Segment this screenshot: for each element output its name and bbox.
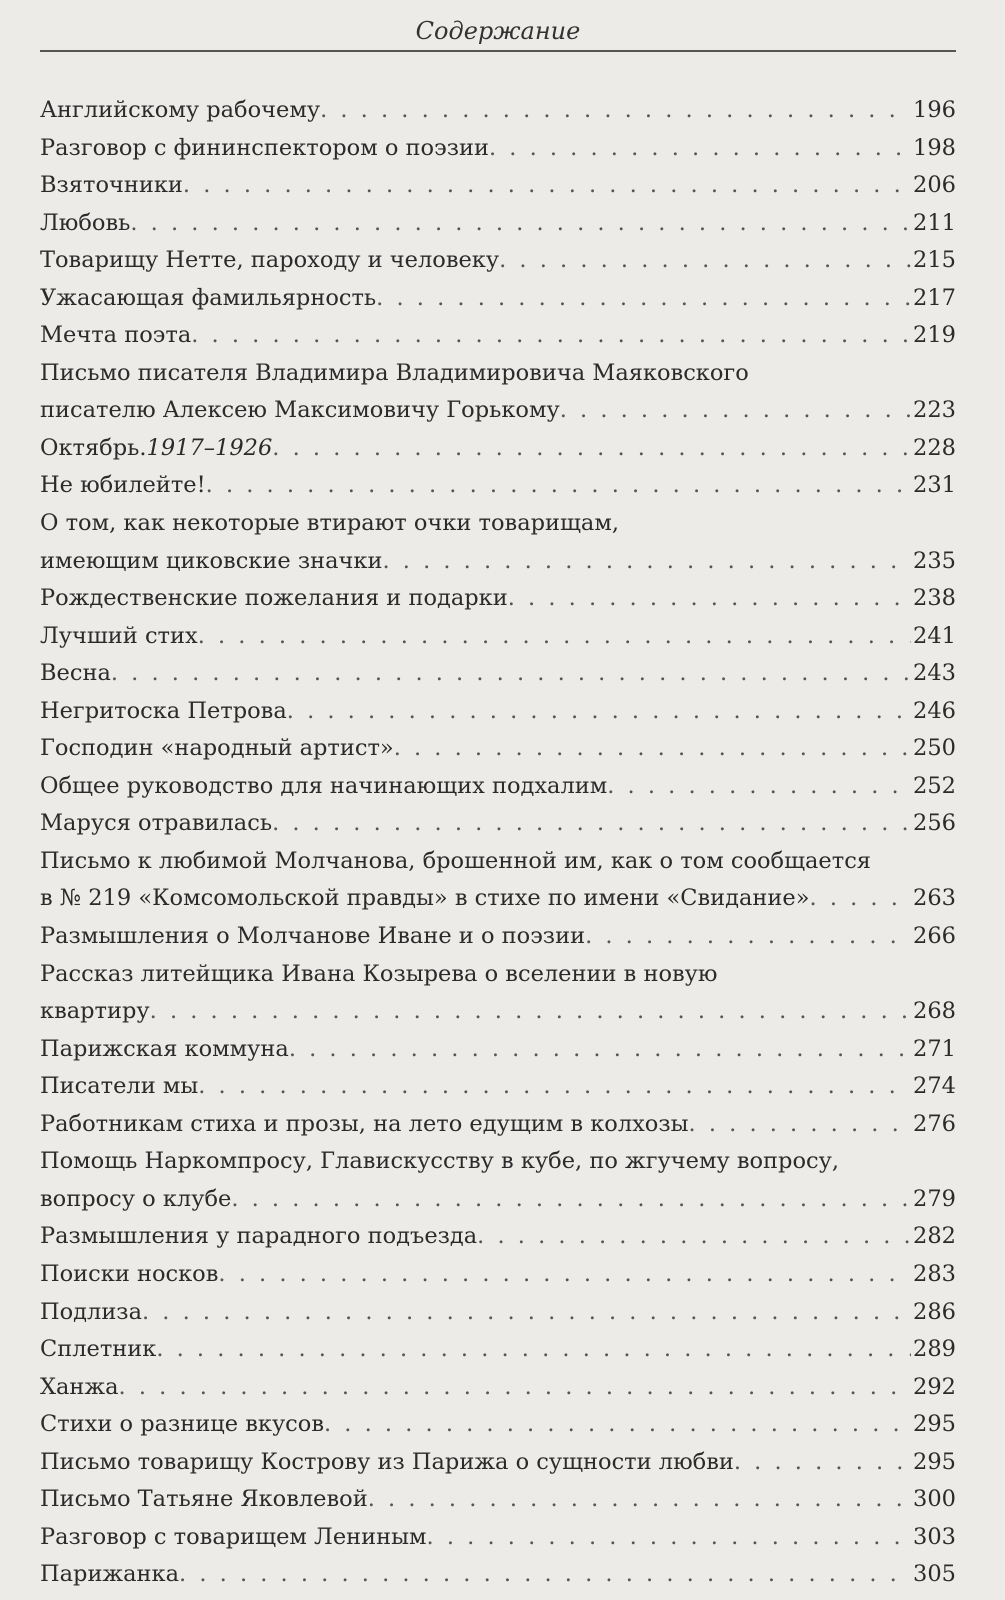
toc-entry (40, 805, 956, 843)
dot-leader (179, 1556, 911, 1594)
toc-entry-title: Октябрь. (40, 434, 147, 461)
toc-entry-title: Негритоска Петрова (40, 697, 287, 724)
toc-page-number: 295 (913, 1448, 956, 1475)
dot-leader (734, 1444, 911, 1482)
toc-page-number: 256 (913, 810, 956, 837)
toc-entry-line-last (40, 655, 956, 693)
toc-entry (40, 730, 956, 768)
toc-entry (40, 130, 956, 168)
toc-entry-title: О том, как некоторые втирают очки товарищам, (40, 510, 619, 537)
toc-entry-line-last (40, 993, 956, 1031)
toc-entry-line-last (40, 1294, 956, 1332)
toc-entry (40, 1444, 956, 1482)
dot-leader (607, 768, 911, 806)
toc-entry-line-last (40, 430, 956, 468)
toc-entry-title: Размышления о Молчанове Иване и о поэзии (40, 923, 586, 950)
toc-entry-title: Рождественские пожелания и подарки (40, 585, 508, 612)
toc-entry (40, 1068, 956, 1106)
toc-entry-line-last (40, 1406, 956, 1444)
dot-leader (183, 167, 911, 205)
toc-entry (40, 1294, 956, 1332)
book-page (40, 0, 956, 1600)
toc-page-number: 279 (913, 1185, 956, 1212)
toc-entry (40, 1369, 956, 1407)
toc-entry-title: Товарищу Нетте, пароходу и человеку (40, 247, 500, 274)
toc-entry-title: Разговор с товарищем Лениным (40, 1523, 427, 1550)
toc-entry-title: в № 219 «Комсомольской правды» в стихе по имени «Свидание» (40, 885, 810, 912)
toc-entry-line (40, 956, 956, 994)
toc-entry-title: Письмо к любимой Молчанова, брошенной им, как о том сообщается (40, 847, 871, 874)
toc-entry-title: Поиски носков (40, 1260, 219, 1287)
toc-page-number: 217 (913, 284, 956, 311)
dot-leader (508, 580, 911, 618)
dot-leader (289, 1031, 911, 1069)
dot-leader (150, 993, 911, 1031)
toc-page-number: 243 (913, 660, 956, 687)
toc-page-number: 223 (913, 397, 956, 424)
toc-entry (40, 167, 956, 205)
toc-entry-line (40, 355, 956, 393)
toc-entry-line-last (40, 1444, 956, 1482)
toc-entry (40, 1519, 956, 1557)
toc-page-number: 235 (913, 547, 956, 574)
toc-entry-title: Рассказ литейщика Ивана Козырева о вселении в новую (40, 960, 718, 987)
toc-page-number: 238 (913, 585, 956, 612)
toc-entry (40, 918, 956, 956)
toc-page-number: 295 (913, 1411, 956, 1438)
toc-entry-title: Ужасающая фамильярность (40, 284, 377, 311)
toc-entry-title: Не юбилейте! (40, 472, 206, 499)
toc-entry (40, 317, 956, 355)
toc-page-number: 283 (913, 1260, 956, 1287)
toc-entry-line (40, 505, 956, 543)
toc-entry-title: квартиру (40, 998, 150, 1025)
toc-entry-title: Помощь Наркомпросу, Главискусству в кубе, по жгучему вопросу, (40, 1148, 839, 1175)
toc-entry-line-last (40, 543, 956, 581)
toc-entry (40, 430, 956, 468)
dot-leader (287, 693, 911, 731)
toc-page-number: 241 (913, 622, 956, 649)
toc-entry-line-last (40, 768, 956, 806)
toc-entry-line (40, 843, 956, 881)
toc-page-number: 211 (913, 209, 956, 236)
toc-page-number: 231 (913, 472, 956, 499)
toc-entry-title: Весна (40, 660, 111, 687)
toc-entry-title: писателю Алексею Максимовичу Горькому (40, 397, 560, 424)
toc-entry-title: Маруся отравилась (40, 810, 273, 837)
dot-leader (560, 392, 911, 430)
toc-entry-title-italic: 1917–1926 (146, 434, 273, 461)
toc-page-number: 250 (913, 735, 956, 762)
toc-entry-title: Парижанка (40, 1561, 180, 1588)
page-header: Содержание (415, 17, 581, 45)
toc-entry-line-last (40, 167, 956, 205)
toc-entry (40, 655, 956, 693)
toc-entry-line-last (40, 1556, 956, 1594)
dot-leader (585, 918, 911, 956)
toc-entry-title: Письмо писателя Владимира Владимировича Маяковского (40, 359, 749, 386)
toc-entry (40, 768, 956, 806)
toc-page-number: 300 (913, 1486, 956, 1513)
toc-entry (40, 92, 956, 130)
toc-page-number: 215 (913, 247, 956, 274)
toc-page-number: 219 (913, 322, 956, 349)
dot-leader (206, 467, 911, 505)
toc-entry-title: Сплетник (40, 1336, 157, 1363)
toc-entry (40, 1481, 956, 1519)
dot-leader (231, 1181, 911, 1219)
toc-entry-title: Разговор с фининспектором о поэзии (40, 134, 489, 161)
dot-leader (394, 730, 911, 768)
dot-leader (272, 805, 911, 843)
dot-leader (489, 130, 911, 168)
dot-leader (130, 205, 911, 243)
toc-entry (40, 693, 956, 731)
toc-entry (40, 467, 956, 505)
toc-entry-line-last (40, 467, 956, 505)
toc-entry-title: Размышления у парадного подъезда (40, 1223, 478, 1250)
toc-entry-title: Письмо Татьяне Яковлевой (40, 1486, 368, 1513)
toc-entry-title: вопросу о клубе (40, 1185, 232, 1212)
toc-entry (40, 580, 956, 618)
toc-page-number: 268 (913, 998, 956, 1025)
toc-entry (40, 956, 956, 1031)
toc-entry-line-last (40, 205, 956, 243)
toc-page-number: 206 (913, 172, 956, 199)
toc-entry (40, 505, 956, 580)
dot-leader (142, 1294, 911, 1332)
toc-entry-title: Английскому рабочему (40, 97, 321, 123)
toc-page-number: 271 (913, 1035, 956, 1062)
toc-entry-title: имеющим циковские значки (40, 547, 383, 574)
toc-entry-line-last (40, 805, 956, 843)
toc-entry (40, 1031, 956, 1069)
dot-leader (198, 618, 911, 656)
toc-entry-line-last (40, 730, 956, 768)
toc-entry (40, 355, 956, 430)
dot-leader (272, 430, 911, 468)
toc-entry-line-last (40, 693, 956, 731)
toc-entry (40, 205, 956, 243)
toc-page-number: 246 (913, 697, 956, 724)
toc-entry-line-last (40, 1256, 956, 1294)
toc-page-number: 276 (913, 1110, 956, 1137)
toc-entry-title: Любовь (40, 209, 131, 236)
toc-entry (40, 1556, 956, 1594)
toc-entry-line-last (40, 880, 956, 918)
toc-entry-line-last (40, 580, 956, 618)
dot-leader (499, 242, 911, 280)
toc-entry-title: Подлиза (40, 1298, 142, 1325)
toc-entry-line-last (40, 1106, 956, 1144)
toc-entry (40, 843, 956, 918)
toc-page-number: 286 (913, 1298, 956, 1325)
dot-leader (382, 543, 911, 581)
dot-leader (119, 1369, 912, 1407)
toc-entry (40, 1143, 956, 1218)
toc-entry (40, 1406, 956, 1444)
dot-leader (320, 92, 911, 130)
toc-entry-line-last (40, 242, 956, 280)
toc-page-number: 305 (913, 1561, 956, 1588)
toc-entry-line-last (40, 618, 956, 656)
dot-leader (376, 280, 911, 318)
toc-entry-title: Работникам стиха и прозы, на лето едущим в колхозы (40, 1110, 689, 1137)
toc-entry-line-last (40, 130, 956, 168)
toc-page-number: 198 (913, 134, 956, 161)
toc-entry-line (40, 1143, 956, 1181)
toc-page-number: 263 (913, 885, 956, 912)
dot-leader (191, 317, 911, 355)
dot-leader (477, 1218, 911, 1256)
dot-leader (689, 1106, 912, 1144)
toc-entry-line-last (40, 1331, 956, 1369)
toc-entry-title: Парижская коммуна (40, 1035, 289, 1062)
toc-entry-line-last (40, 1068, 956, 1106)
toc-entry-title: Ханжа (40, 1373, 119, 1400)
toc-page-number: 303 (913, 1523, 956, 1550)
toc-page-number: 196 (913, 97, 956, 123)
toc-entry (40, 1256, 956, 1294)
toc-entry-title: Мечта поэта (40, 322, 192, 349)
toc-page-number: 289 (913, 1336, 956, 1363)
toc-entry-title: Писатели мы (40, 1073, 199, 1100)
toc-entry-line-last (40, 392, 956, 430)
toc-entry (40, 618, 956, 656)
header-rule (40, 50, 956, 52)
toc-entry-line-last (40, 1218, 956, 1256)
toc-page-number: 252 (913, 772, 956, 799)
toc-page-number: 274 (913, 1073, 956, 1100)
toc-entry-title: Господин «народный артист» (40, 735, 394, 762)
toc-entry (40, 242, 956, 280)
table-of-contents (40, 92, 956, 1594)
toc-entry-line-last (40, 1181, 956, 1219)
toc-entry (40, 1331, 956, 1369)
toc-entry-title: Взяточники (40, 172, 183, 199)
dot-leader (368, 1481, 911, 1519)
toc-entry-line-last (40, 1369, 956, 1407)
toc-entry-line-last (40, 92, 956, 130)
dot-leader (198, 1068, 911, 1106)
toc-entry-title: Лучший стих (40, 622, 198, 649)
dot-leader (156, 1331, 911, 1369)
toc-entry-line-last (40, 918, 956, 956)
toc-entry (40, 1218, 956, 1256)
toc-entry-title: Письмо товарищу Кострову из Парижа о сущности любви (40, 1448, 734, 1475)
toc-entry-line-last (40, 280, 956, 318)
toc-page-number: 282 (913, 1223, 956, 1250)
toc-entry (40, 1106, 956, 1144)
toc-page-number: 292 (913, 1373, 956, 1400)
dot-leader (810, 880, 912, 918)
toc-entry (40, 280, 956, 318)
dot-leader (111, 655, 911, 693)
toc-entry-line-last (40, 317, 956, 355)
toc-entry-line-last (40, 1519, 956, 1557)
toc-page-number: 228 (913, 434, 956, 461)
toc-entry-line-last (40, 1481, 956, 1519)
toc-entry-title: Общее руководство для начинающих подхалим (40, 772, 608, 799)
toc-entry-line-last (40, 1031, 956, 1069)
dot-leader (218, 1256, 911, 1294)
toc-entry-title: Стихи о разнице вкусов (40, 1411, 324, 1438)
dot-leader (324, 1406, 911, 1444)
dot-leader (427, 1519, 912, 1557)
toc-page-number: 266 (913, 923, 956, 950)
